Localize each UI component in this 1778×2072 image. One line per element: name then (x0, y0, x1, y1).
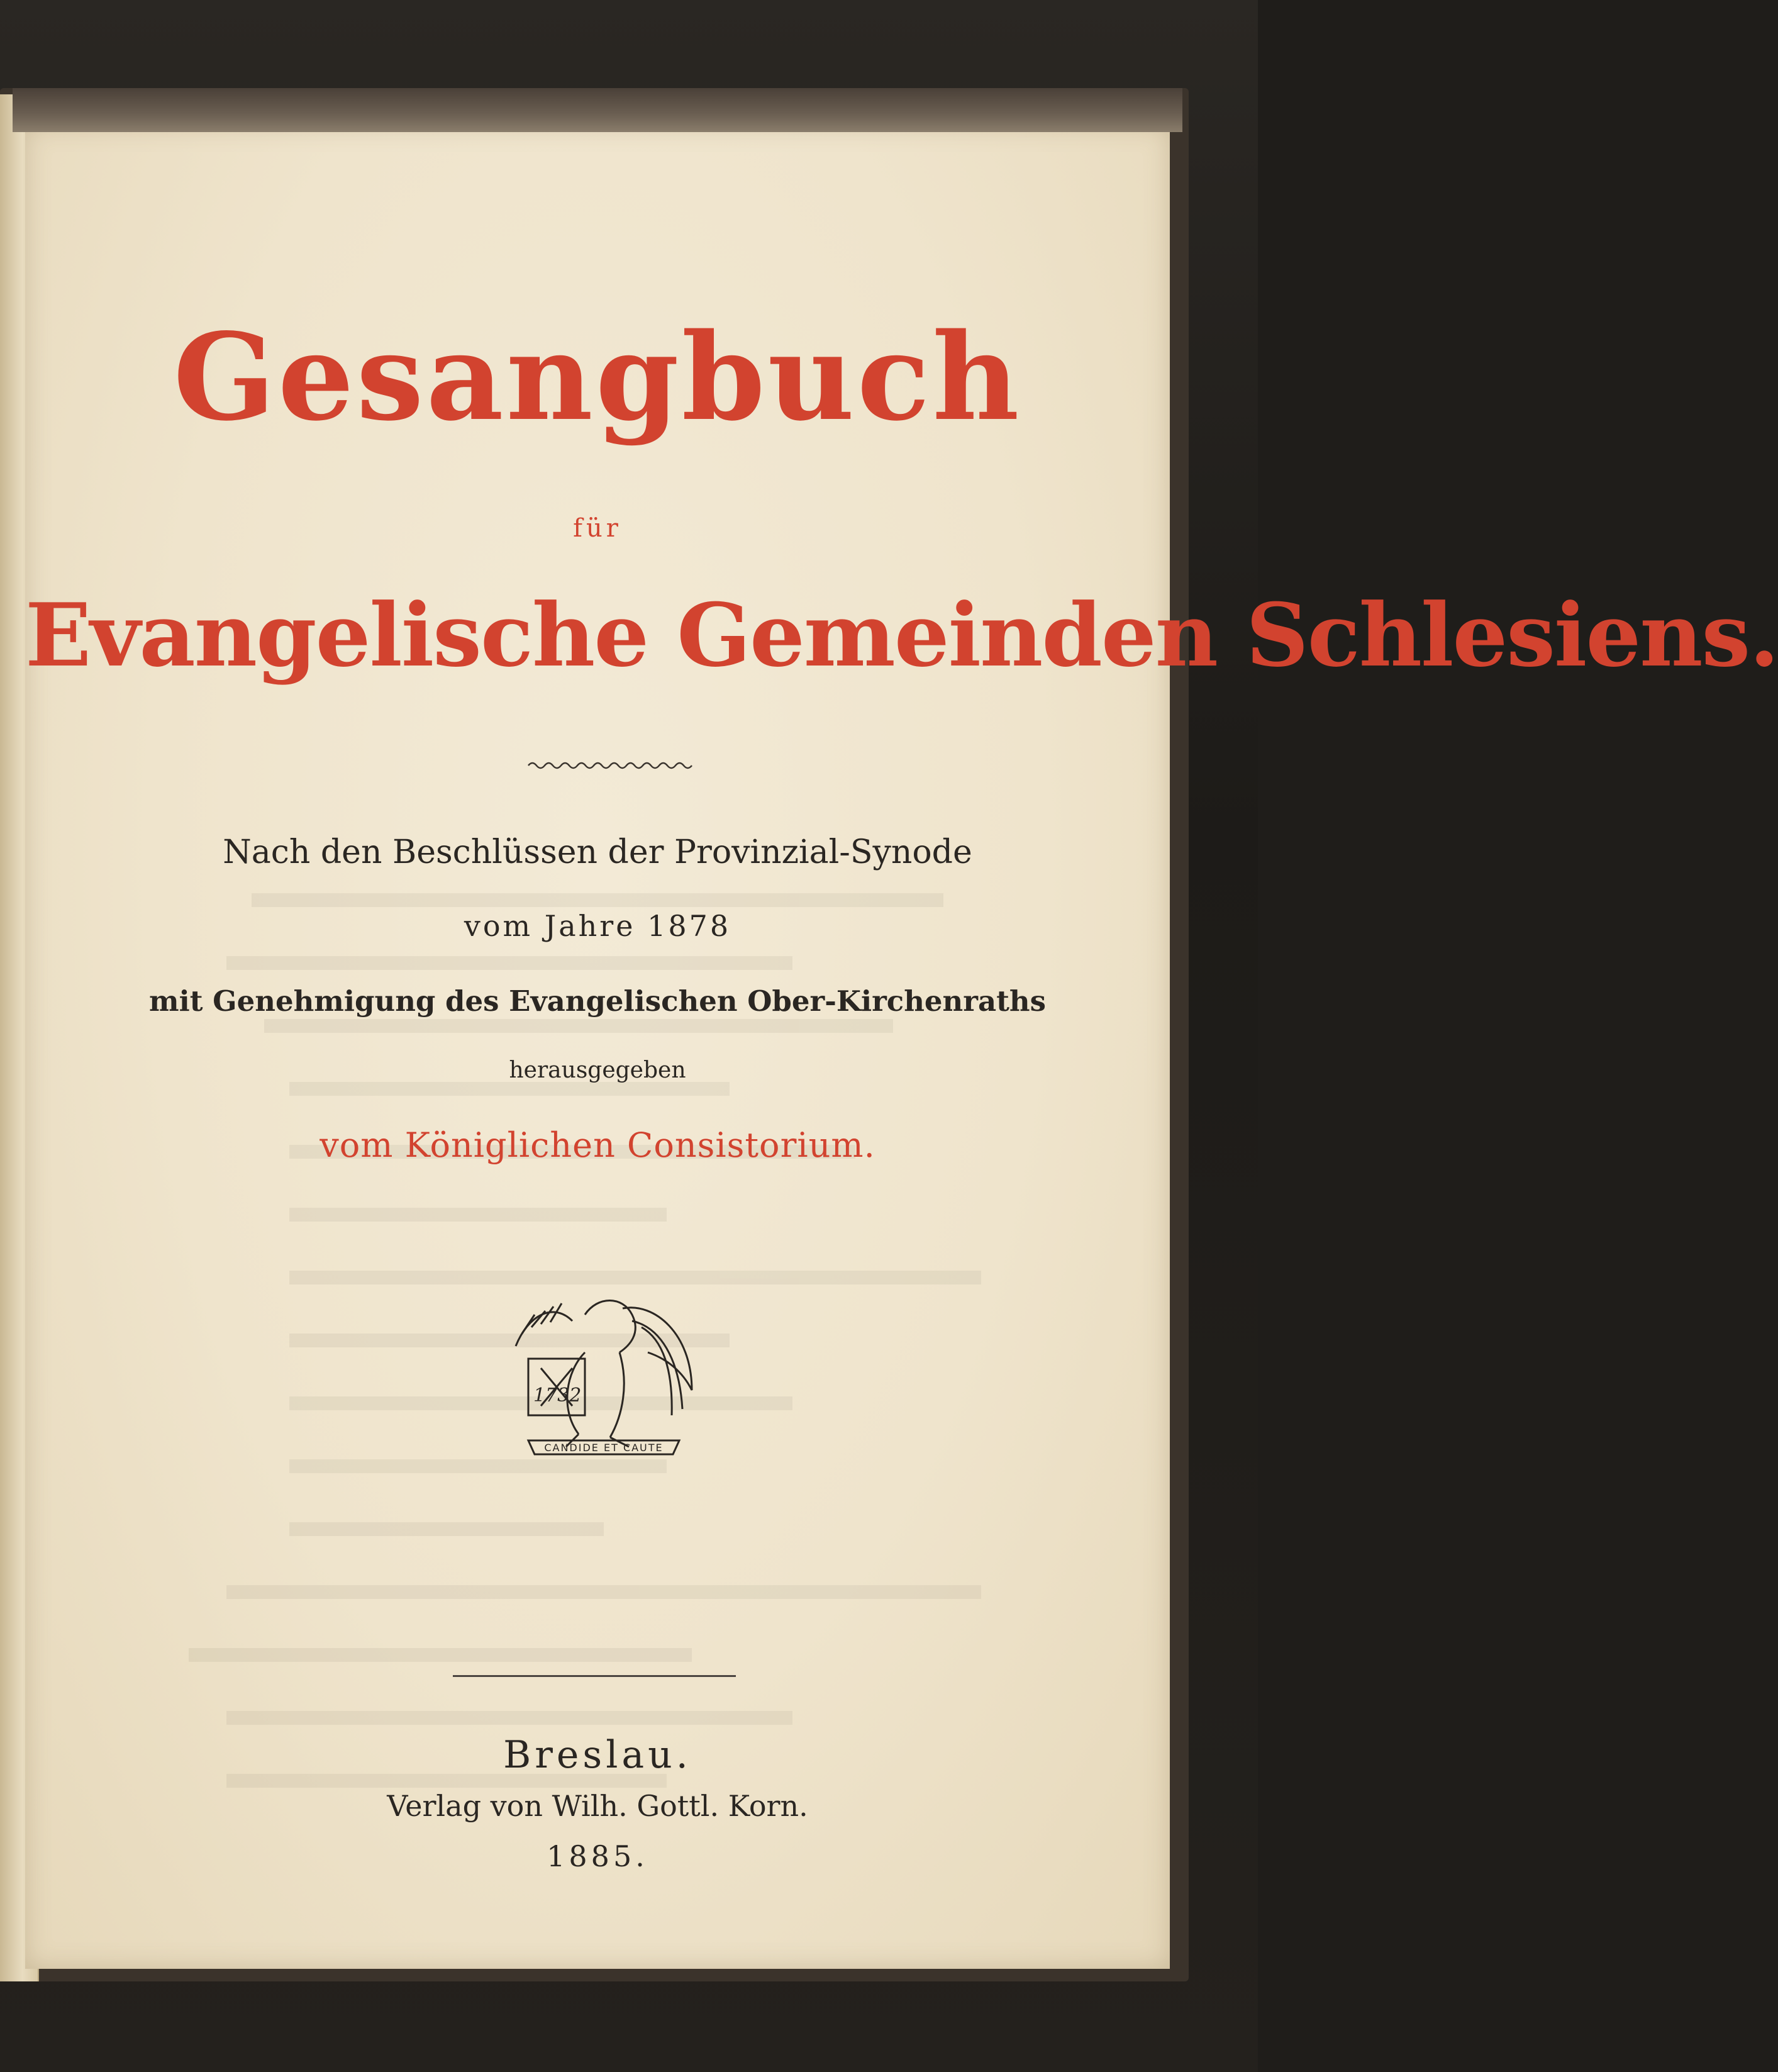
book-top-edge (13, 88, 1182, 132)
synod-year-line: vom Jahre 1878 (464, 909, 731, 943)
approval-line: mit Genehmigung des Evangelischen Ober-Kirchenraths (149, 984, 1046, 1018)
horizontal-rule (453, 1675, 736, 1677)
published-by-line: herausgegeben (509, 1057, 686, 1083)
book-subtitle: Evangelische Gemeinden Schlesiens. (25, 584, 1778, 686)
publication-city: Breslau. (503, 1733, 692, 1777)
consistory-line: vom Königlichen Consistorium. (319, 1125, 875, 1165)
book-title: Gesangbuch (173, 307, 1022, 447)
title-connector: für (573, 514, 622, 543)
synod-decision-line: Nach den Beschlüssen der Provinzial-Synode (223, 833, 972, 871)
emblem-year: 1732 (533, 1384, 582, 1406)
publication-year: 1885. (547, 1839, 648, 1873)
publisher-griffin-emblem (503, 1289, 711, 1466)
emblem-motto: CANDIDE ET CAUTE (544, 1442, 664, 1454)
wavy-divider-ornament (528, 758, 692, 773)
publisher-name: Verlag von Wilh. Gottl. Korn. (387, 1789, 808, 1823)
